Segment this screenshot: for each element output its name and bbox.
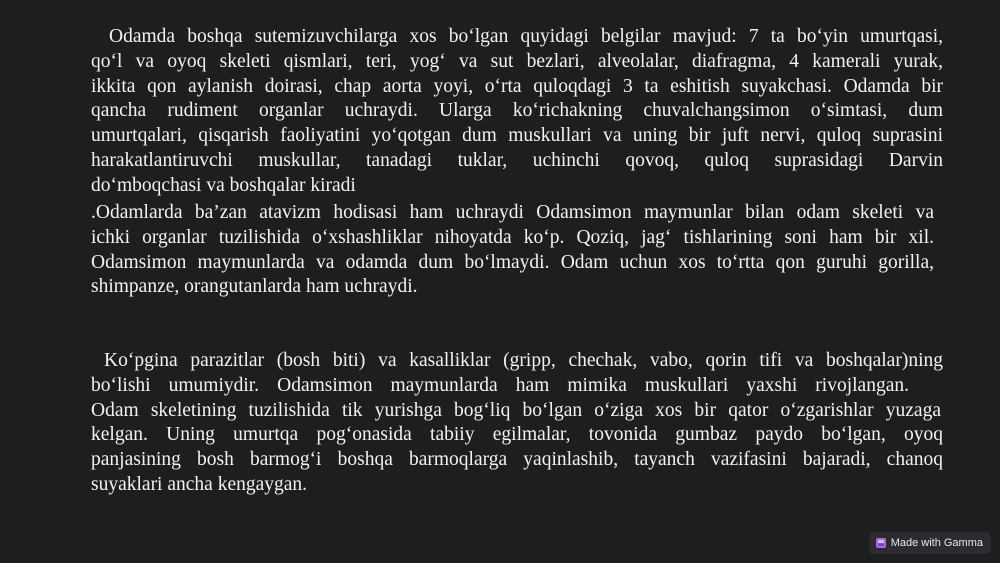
paragraph-a-line: qancha rudiment organlar uchraydi. Ularga ko‘richakning chuvalchangsimon o‘simtasi, dum [91,100,943,122]
paragraph-b-line: .Odamlarda ba’zan atavizm hodisasi ham uchraydi Odamsimon maymunlar bilan odam skeleti va [91,202,934,223]
paragraph-c-line: Odam skeletining tuzilishida tik yurishga bog‘liq bo‘lgan o‘ziga xos bir qator o‘zgarishlar yuzaga [91,399,941,421]
paragraph-c-line: kelgan. Uning umurtqa pog‘onasida tabiiy egilmalar, tovonida gumbaz paydo bo‘lgan, oyoq [91,424,943,446]
paragraph-a-line: harakatlantiruvchi muskullar, tanadagi tuklar, uchinchi qovoq, quloq suprasidagi Darvin [91,149,943,171]
paragraph-a-line: do‘mboqchasi va boshqalar kiradi [91,174,356,196]
paragraph-a-line: ikkita qon aylanish doirasi, chap aorta yoyi, o‘rta quloqdagi 3 ta eshitish suyakchasi. Odamda bir [91,75,943,97]
paragraph-a-line: umurtqalari, qisqarish faoliyatini yo‘qotgan dum muskullari va uning bir juft nervi, quloq suprasini [91,125,943,147]
paragraph-a-line: qo‘l va oyoq skeleti qismlari, teri, yog‘ va sut bezlari, alveolalar, diafragma, 4 kamerali yurak, [91,50,943,72]
badge-label: Made with Gamma [890,537,983,549]
paragraph-a [91,25,943,199]
paragraph-b-line: ichki organlar tuzilishida o‘xshashliklar nihoyatda ko‘p. Qoziq, jag‘ tishlarining soni ham bir xil. [91,226,934,248]
gamma-logo-icon [876,538,886,548]
paragraph-c-line: suyaklari ancha kengaygan. [91,473,308,495]
paragraph-c-line: Ko‘pgina parazitlar (bosh biti) va kasalliklar (gripp, chechak, vabo, qorin tifi va boshqalar)ning [104,350,943,371]
paragraph-c-line: panjasining bosh barmog‘i boshqa barmoqlarga yaqinlashib, tayanch vazifasini bajaradi, chanoq [91,449,943,471]
paragraph-b [91,201,943,300]
paragraph-c [91,349,943,498]
paragraph-b-line: shimpanze, orangutanlarda ham uchraydi. [91,276,418,298]
paragraph-b-line: Odamsimon maymunlarda va odamda dum bo‘lmaydi. Odam uchun xos to‘rtta qon guruhi gorilla, [91,251,934,273]
made-with-gamma-badge[interactable] [869,532,991,554]
paragraph-c-line: bo‘lishi umumiydir. Odamsimon maymunlarda ham mimika muskullari yaxshi rivojlangan. [91,374,909,396]
paragraph-a-line: Odamda boshqa sutemizuvchilarga xos bo‘lgan quyidagi belgilar mavjud: 7 ta bo‘yin umurtqasi, [109,26,943,47]
